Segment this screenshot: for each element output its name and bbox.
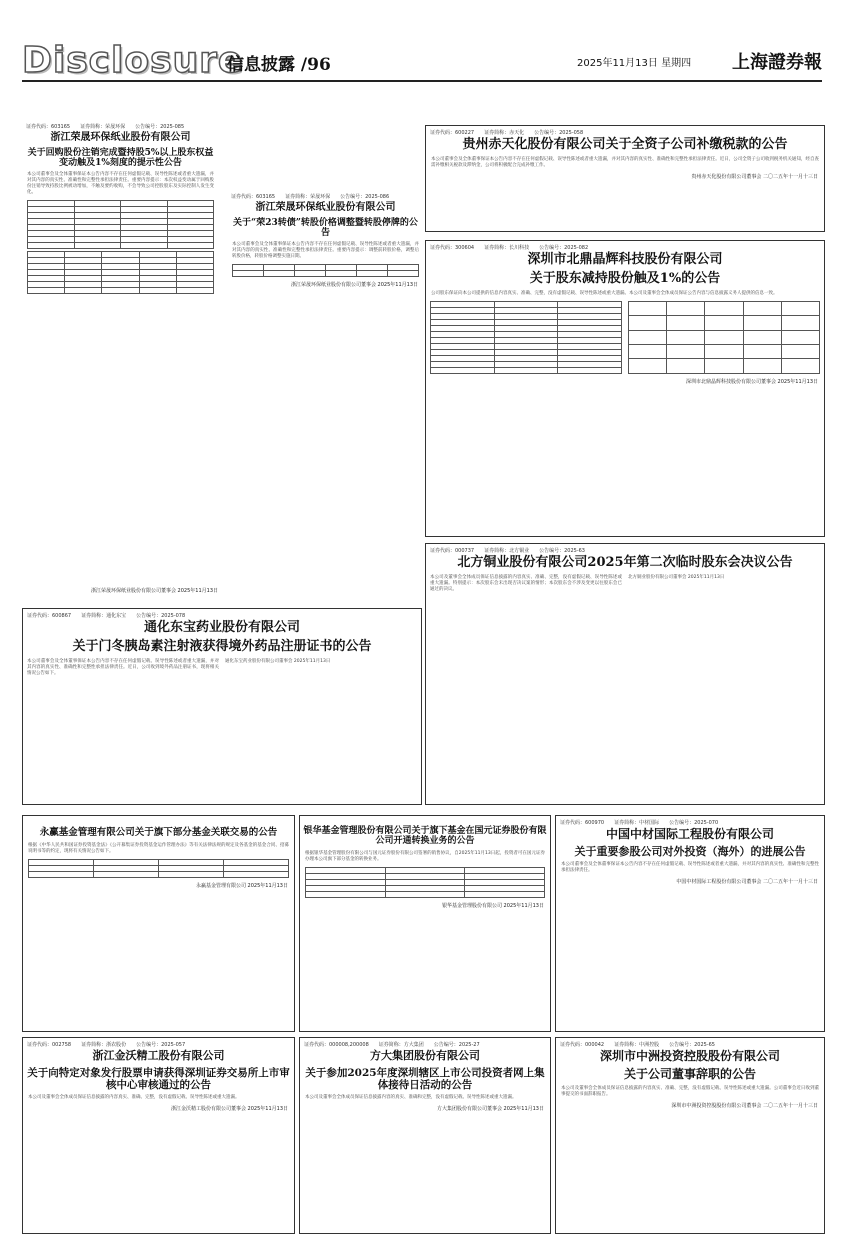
notice-title: 深圳市中洲投资控股股份有限公司: [599, 1049, 780, 1063]
notice-subtitle: 关于参加2025年度深圳辖区上市公司投资者网上集体接待日活动的公告: [305, 1066, 545, 1091]
notice-subtitle: 关于门冬胰岛素注射液获得境外药品注册证书的公告: [72, 638, 372, 654]
notice-title: 深圳市北鼎晶辉科技股份有限公司: [527, 252, 723, 267]
notice-signature: 银华基金管理股份有限公司 2025年11月13日: [441, 902, 544, 909]
notice-body: 本公司董事会及全体董事保证本公告内容不存在任何虚假记载、误导性陈述或者重大遗漏，并对其内容的真实性、准确性和完整性承担法律责任。近日，公司收到境外药品注册证书，现将相关情况公告如下。: [27, 658, 219, 676]
notice-meta: 证券代码：600227 证券简称：赤天化 公告编号：2025-058: [430, 130, 584, 136]
notice-body: 根据银华基金管理股份有限公司与国元证券股份有限公司签署的销售协议，自2025年11月13日起，投资者可在国元证券办理本公司旗下部分基金的转换业务。: [305, 850, 545, 862]
notice-meta: 证券代码：000008,200008 证券简称：方大集团 公告编号：2025-27: [304, 1042, 480, 1048]
notice-signature: 浙江荣晟环保纸业股份有限公司董事会 2025年11月13日: [290, 282, 418, 289]
notice-meta: 证券代码：002758 证券简称：浙农股份 公告编号：2025-057: [27, 1042, 186, 1048]
page-header: [22, 40, 822, 82]
notice-rongsheng-convertible: [227, 190, 424, 600]
notice-subtitle: 关于向特定对象发行股票申请获得深圳证券交易所上市审核中心审核通过的公告: [27, 1066, 290, 1091]
notice-title: 北方铜业股份有限公司2025年第二次临时股东会决议公告: [457, 555, 793, 570]
notice-table: [232, 264, 419, 277]
notice-body: 本公司及董事会全体成员保证信息披露的内容真实、准确、完整，没有虚假记载、误导性陈述或重大遗漏。公司董事会近日收到董事提交的书面辞职报告。: [561, 1085, 819, 1097]
notice-title: 浙江荣晟环保纸业股份有限公司: [255, 202, 396, 213]
notice-body: 本公司及董事会全体成员保证信息披露内容的真实、准确和完整，没有虚假记载、误导性陈述或重大遗漏。: [305, 1094, 517, 1100]
notice-meta: 证券代码：600970 证券简称：中材国际 公告编号：2025-070: [560, 820, 719, 826]
notice-signature: 深圳市北鼎晶辉科技股份有限公司董事会 2025年11月13日: [685, 378, 818, 385]
notice-table: [27, 200, 214, 249]
notice-title: 中国中材国际工程股份有限公司: [605, 827, 774, 841]
notice-jinwo-approval: [22, 1037, 295, 1234]
newspaper-name: 上海證券報: [732, 52, 822, 73]
notice-subtitle: 关于股东减持股份触及1%的公告: [529, 270, 721, 286]
notice-signature: 深圳市中洲投资控股股份有限公司董事会 二〇二五年十一月十三日: [671, 1102, 818, 1109]
notice-body: 本公司董事会及全体董事保证本公告内容不存在任何虚假记载、误导性陈述或者重大遗漏，并对其内容的真实性、准确性和完整性承担法律责任。: [561, 862, 819, 874]
notice-body: 本公司及董事会全体成员保证信息披露的内容真实、准确、完整，没有虚假记载、误导性陈述或重大遗漏。特别提示：本次股东会未出现否决议案的情形；本次股东会不涉及变更以往股东会已通过的决议。: [430, 574, 622, 592]
notice-body: 根据《中华人民共和国证券投资基金法》《公开募集证券投资基金运作管理办法》等有关法律法规的规定及各基金的基金合同、招募说明书等的约定，现将有关情况公告如下。: [28, 842, 289, 854]
notice-chitianhua-tax: [425, 125, 825, 232]
notice-subtitle: 关于回购股份注销完成暨持股5%以上股东权益变动触及1%刻度的提示性公告: [27, 147, 214, 168]
notice-signature: 方大集团股份有限公司董事会 2025年11月13日: [436, 1105, 544, 1112]
notice-signature: 永赢基金管理有限公司 2025年11月13日: [195, 882, 288, 889]
notice-title: 浙江金沃精工股份有限公司: [92, 1049, 225, 1062]
notice-table: [28, 859, 289, 878]
notice-body: 公司股东保证向本公司提供的信息内容真实、准确、完整，没有虚假记载、误导性陈述或重大遗漏。本公司及董事会全体成员保证公告内容与信息披露义务人提供的信息一致。: [431, 290, 778, 296]
notice-title: 贵州赤天化股份有限公司关于全资子公司补缴税款的公告: [462, 137, 788, 152]
notice-yongying-fund: [22, 815, 295, 1032]
notice-meta: 证券代码：603165 证券简称：荣晟环保 公告编号：2025-085: [26, 124, 185, 130]
notice-table: [430, 301, 622, 374]
notice-title: 方大集团股份有限公司: [370, 1049, 480, 1062]
notice-rongsheng-buyback: [22, 120, 219, 600]
notice-meta: 证券代码：000042 证券简称：中洲控股 公告编号：2025-65: [560, 1042, 715, 1048]
notice-signature: 中国中材国际工程股份有限公司董事会 二〇二五年十一月十三日: [676, 879, 818, 886]
notice-meta: 证券代码：603165 证券简称：荣晟环保 公告编号：2025-086: [231, 194, 390, 200]
notice-yinhua-fund: [299, 815, 551, 1032]
notice-table: [628, 301, 820, 374]
notice-signature: 北方铜业股份有限公司董事会 2025年11月13日: [628, 574, 725, 580]
notice-signature: 浙江荣晟环保纸业股份有限公司董事会 2025年11月13日: [90, 588, 218, 594]
notice-meta: 证券代码：000737 证券简称：北方铜业 公告编号：2025-63: [430, 548, 585, 554]
notice-subtitle: 关于公司董事辞职的公告: [623, 1066, 756, 1081]
notice-beiding-reduction: [425, 240, 825, 537]
notice-signature: 贵州赤天化股份有限公司董事会 二〇二五年十一月十三日: [691, 173, 818, 180]
notice-subtitle: 关于重要参股公司对外投资（海外）的进展公告: [574, 844, 806, 858]
notice-body: 本公司及董事会全体成员保证信息披露的内容真实、准确、完整，没有虚假记载、误导性陈述或重大遗漏。: [28, 1094, 240, 1100]
notice-title: 银华基金管理股份有限公司关于旗下基金在国元证券股份有限公司开通转换业务的公告: [303, 826, 547, 847]
notice-table: [27, 251, 214, 294]
notice-title: 浙江荣晟环保纸业股份有限公司: [50, 132, 191, 143]
notice-body: 本公司董事会及全体董事保证本公告内容不存在任何虚假记载、误导性陈述或者重大遗漏，并对其内容的真实性、准确性和完整性承担法律责任。重要内容提示：本次权益变动属于回购股份注销导致持股比例被动增加，不触及要约收购，不会导致公司控股股东及实际控制人发生变化。: [27, 172, 214, 196]
notice-table: [305, 867, 545, 898]
notice-signature: 通化东宝药业股份有限公司董事会 2025年11月13日: [225, 658, 331, 664]
notice-sinoma-investment: [555, 815, 825, 1032]
notice-meta: 证券代码：300604 证券简称：长川科技 公告编号：2025-082: [430, 245, 589, 251]
notice-signature: 浙江金沃精工股份有限公司董事会 2025年11月13日: [170, 1105, 288, 1112]
notice-body: 本公司董事会及全体董事保证本公告内容不存在任何虚假记载、误导性陈述或者重大遗漏，并对其内容的真实性、准确性和完整性承担法律责任。近日，公司全资子公司收到税务机关通知，经自查需补缴相关税款及滞纳金，公司将积极配合完成补缴工作。: [431, 156, 819, 168]
notice-meta: 证券代码：600867 证券简称：通化东宝 公告编号：2025-078: [27, 613, 186, 619]
issue-date: 2025年11月13日 星期四: [577, 58, 692, 69]
brand-logo: Disclosure: [22, 40, 244, 81]
notice-north-copper-meeting: [425, 543, 825, 805]
notice-fangda-investor-day: [299, 1037, 551, 1234]
notice-subtitle: 关于“荣23转债”转股价格调整暨转股停牌的公告: [233, 217, 418, 238]
notice-title: 通化东宝药业股份有限公司: [143, 620, 300, 635]
notice-title: 永赢基金管理有限公司关于旗下部分基金关联交易的公告: [39, 827, 278, 838]
section-title: 信息披露 /96: [227, 55, 331, 75]
notice-body: 本公司董事会及全体董事保证本公告内容不存在任何虚假记载、误导性陈述或者重大遗漏，并对其内容的真实性、准确性和完整性承担法律责任。重要内容提示：调整前转股价格，调整后转股价格，转股价格调整实施日期。: [232, 242, 419, 260]
notice-tonghua-insulin: [22, 608, 422, 805]
notice-zhongzhou-resignation: [555, 1037, 825, 1234]
